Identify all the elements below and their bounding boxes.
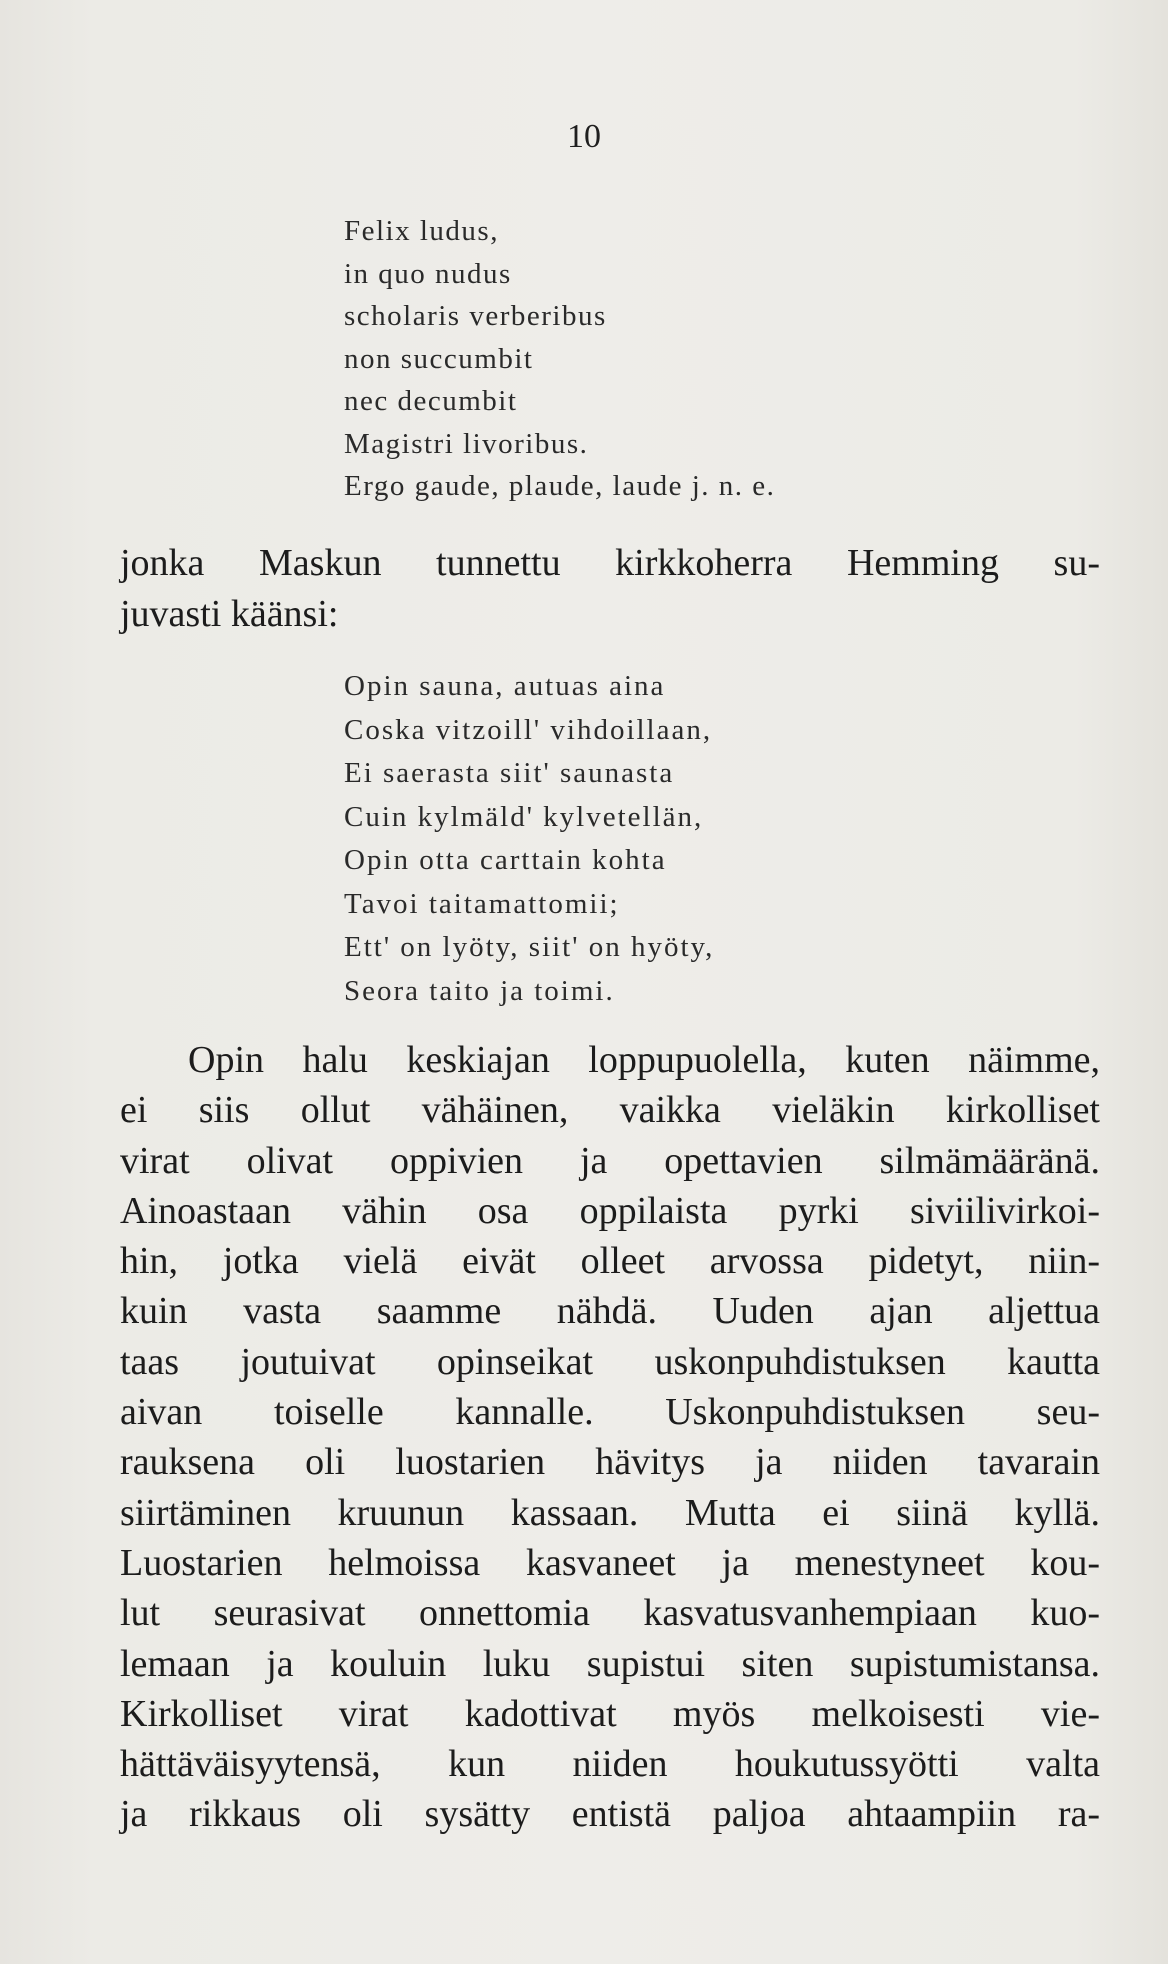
poem-line: non succumbit [344,342,534,375]
text-line: hättäväisyytensä, kun niiden houkutussyötti valta [120,1743,1100,1786]
poem-line: Felix ludus, [344,215,499,247]
text-line: virat olivat oppivien ja opettavien silmämääränä. [120,1139,1100,1182]
intro-text [120,538,1100,640]
text-line: siirtäminen kruunun kassaan. Mutta ei siinä kyllä. [120,1491,1100,1534]
text-line: ei siis ollut vähäinen, vaikka vieläkin kirkolliset [120,1089,1100,1132]
poem-line: in quo nudus [344,257,512,290]
text-line: hin, jotka vielä eivät olleet arvossa pidetyt, niin- [120,1240,1100,1283]
text-line: aivan toiselle kannalle. Uskonpuhdistuksen seu- [120,1391,1100,1434]
poem-line: Cuin kylmäld' kylvetellän, [344,800,704,833]
text-line: Kirkolliset virat kadottivat myös melkoisesti vie- [120,1692,1100,1735]
poem-line: Coska vitzoill' vihdoillaan, [344,713,713,746]
poem-line: scholaris verberibus [344,300,607,332]
main-paragraph [120,1035,1100,1840]
poem-line: Magistri livoribus. [344,427,589,460]
poem-line: Ei saerasta siit' saunasta [344,757,675,789]
poem-line: Ett' on lyöty, siit' on hyöty, [344,931,715,963]
poem-line: Opin sauna, autuas aina [344,670,666,702]
text-line: Ainoastaan vähin osa oppilaista pyrki siviilivirkoi- [120,1189,1100,1232]
text-line: rauksena oli luostarien hävitys ja niiden tavarain [120,1441,1100,1484]
latin-poem [344,210,775,508]
text-line: Luostarien helmoissa kasvaneet ja menestyneet kou- [120,1541,1100,1584]
poem-line: Opin otta carttain kohta [344,844,667,876]
text-line: lemaan ja kouluin luku supistui siten supistumistansa. [120,1642,1100,1685]
finnish-poem [344,665,714,1013]
poem-line: Tavoi taitamattomii; [344,887,620,920]
text-line: taas joutuivat opinseikat uskonpuhdistuksen kautta [120,1340,1100,1383]
text-line: kuin vasta saamme nähdä. Uuden ajan aljettua [120,1290,1100,1333]
poem-line: Ergo gaude, plaude, laude j. n. e. [344,470,776,502]
poem-line: Seora taito ja toimi. [344,974,615,1007]
text-line: juvasti käänsi: [120,593,339,635]
page-number: 10 [567,118,601,155]
text-line: lut seurasivat onnettomia kasvatusvanhempiaan kuo- [120,1592,1100,1635]
text-line: jonka Maskun tunnettu kirkkoherra Hemming su- [120,542,1100,584]
text-line: ja rikkaus oli sysätty entistä paljoa ahtaampiin ra- [120,1793,1100,1836]
poem-line: nec decumbit [344,385,518,417]
text-line: Opin halu keskiajan loppupuolella, kuten näimme, [188,1039,1100,1081]
